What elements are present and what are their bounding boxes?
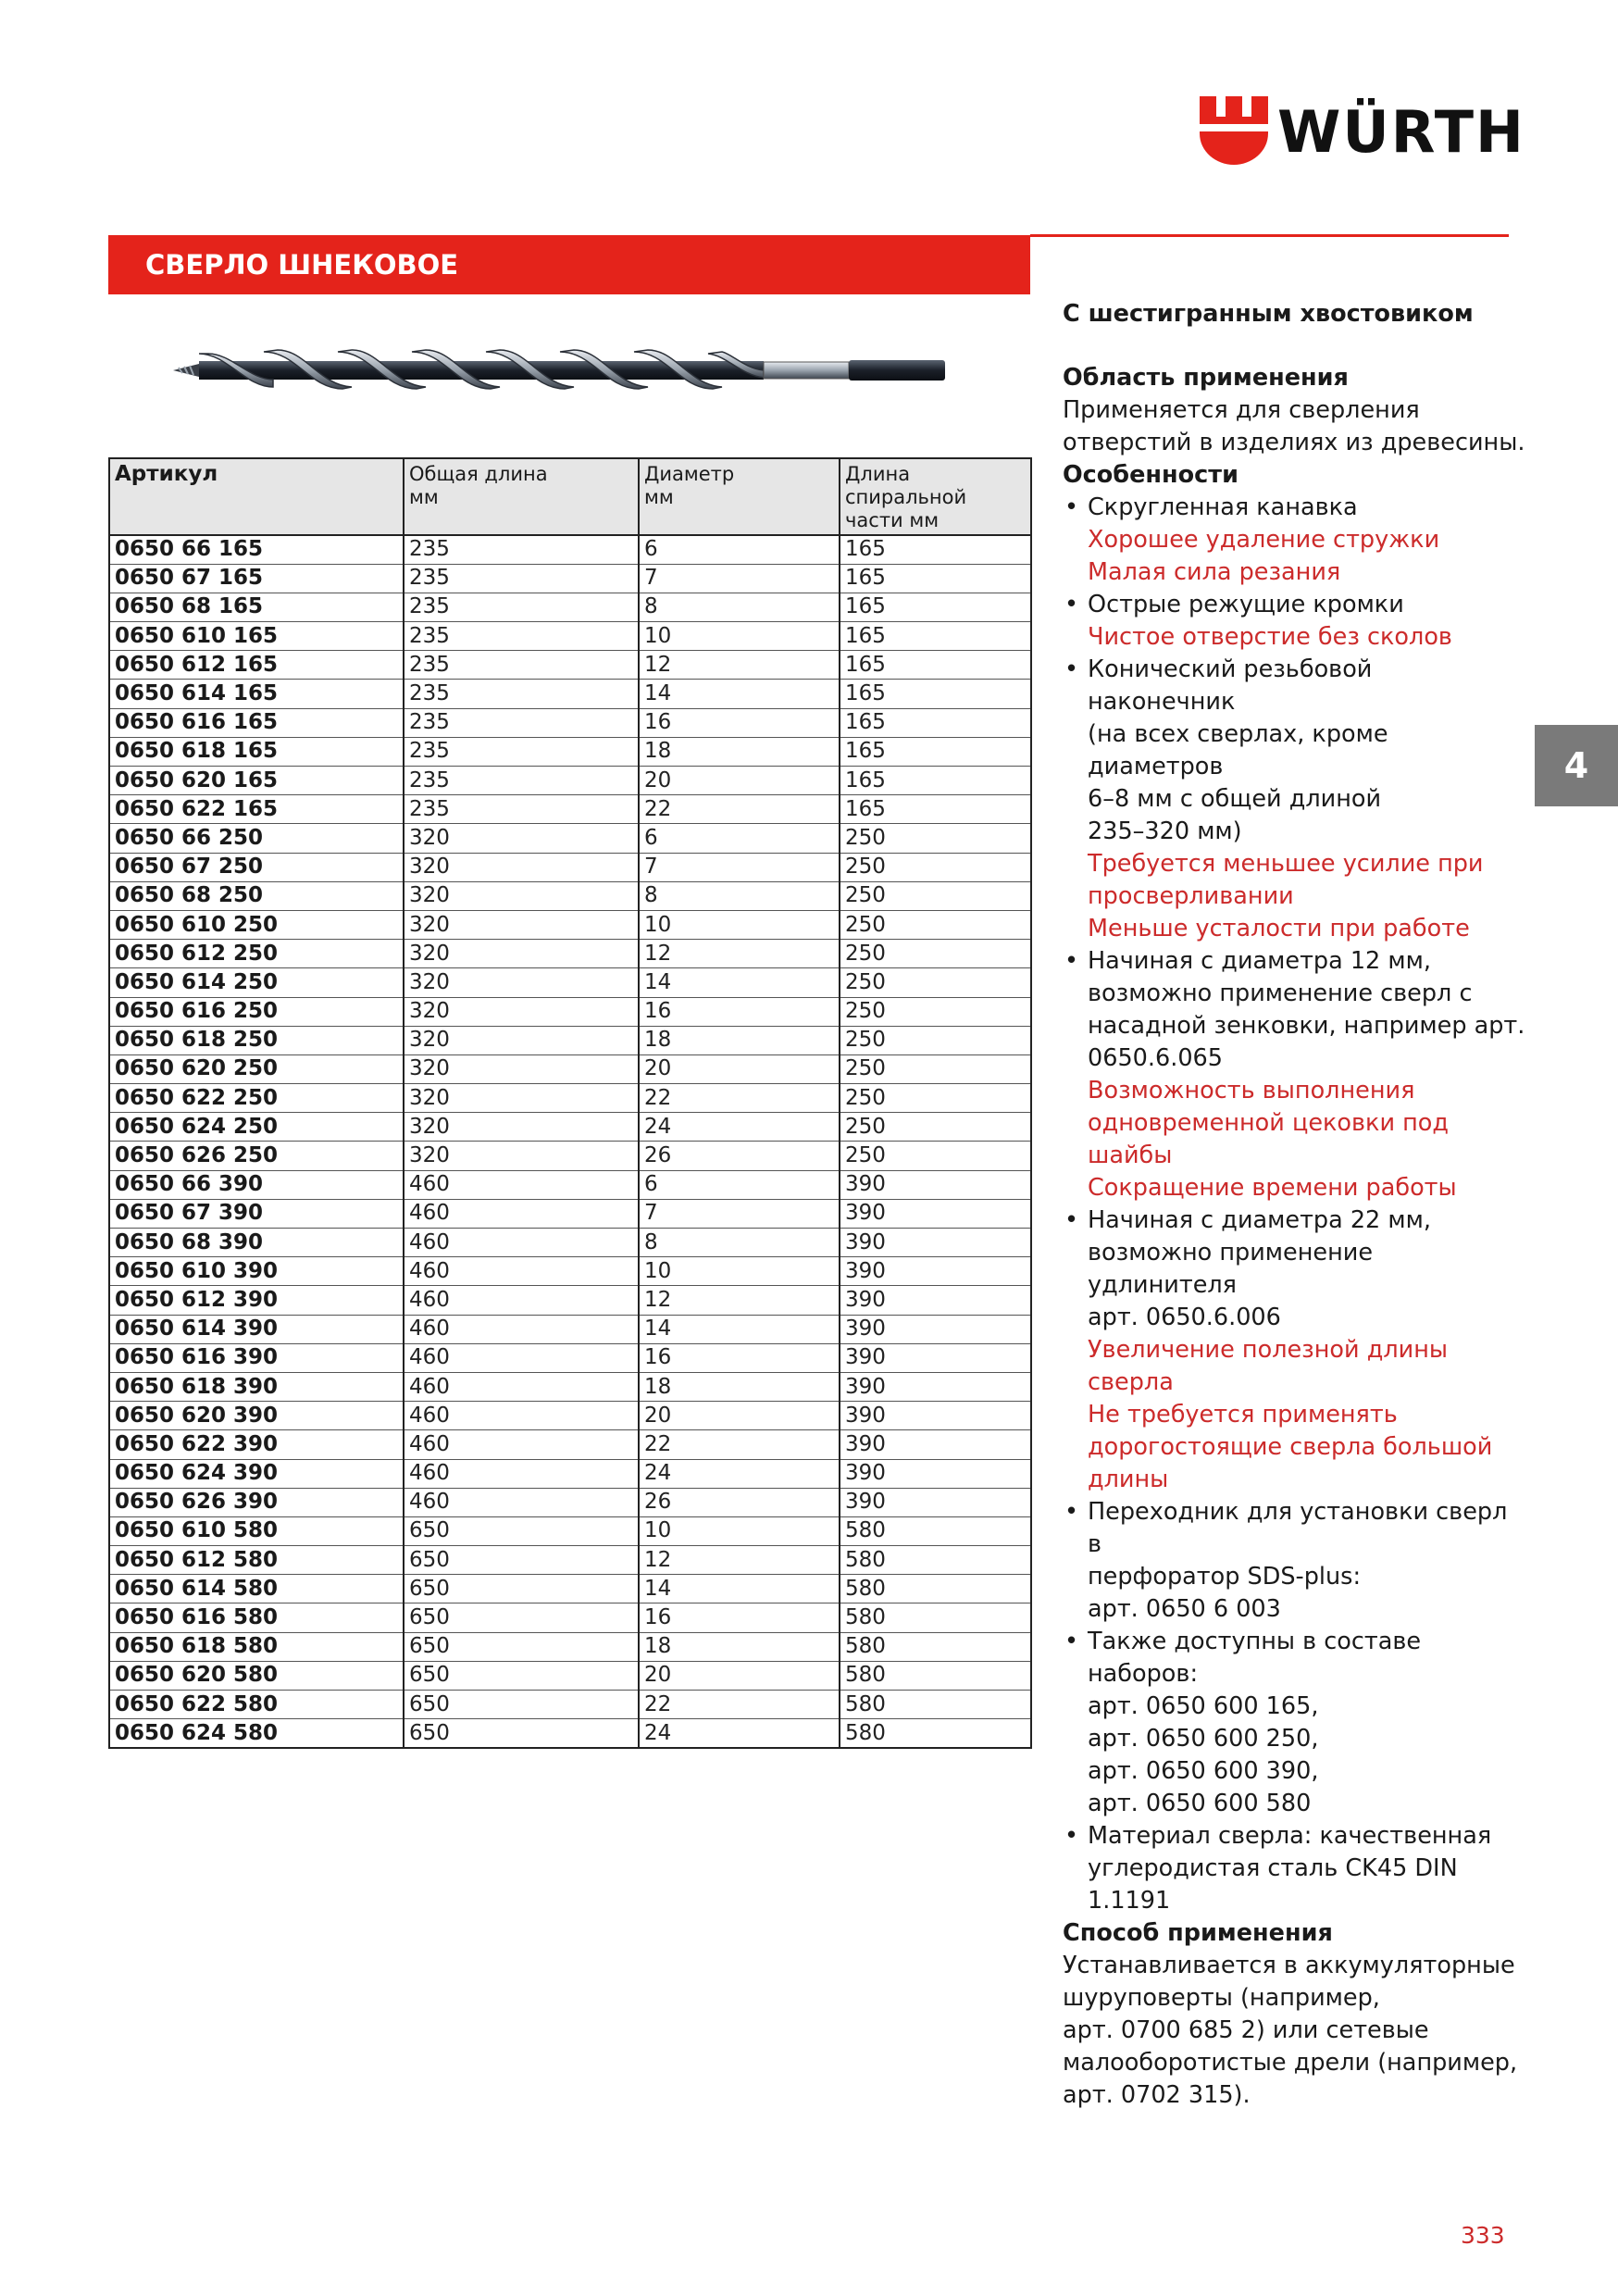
cell-article: 0650 610 250 bbox=[109, 910, 404, 939]
cell-article: 0650 620 390 bbox=[109, 1402, 404, 1430]
cell-diameter: 20 bbox=[639, 767, 840, 795]
application-text: Применяется для сверления отверстий в изделиях из древесины. bbox=[1063, 396, 1525, 456]
cell-article: 0650 614 250 bbox=[109, 968, 404, 997]
table-row bbox=[109, 795, 1031, 824]
feature-benefit: Увеличение полезной длины сверла bbox=[1088, 1336, 1448, 1396]
cell-article: 0650 67 250 bbox=[109, 853, 404, 881]
cell-spiral-length: 390 bbox=[840, 1199, 1031, 1228]
cell-diameter: 10 bbox=[639, 1516, 840, 1545]
cell-diameter: 24 bbox=[639, 1113, 840, 1142]
cell-spiral-length: 165 bbox=[840, 622, 1031, 651]
table-row bbox=[109, 968, 1031, 997]
feature-benefit: Возможность выполнения bbox=[1088, 1077, 1415, 1104]
feature-benefit: Малая сила резания bbox=[1088, 558, 1341, 586]
cell-total-length: 320 bbox=[404, 824, 639, 853]
cell-article: 0650 614 390 bbox=[109, 1315, 404, 1343]
cell-total-length: 235 bbox=[404, 795, 639, 824]
column-header-spiral-length bbox=[840, 458, 1031, 535]
cell-article: 0650 624 250 bbox=[109, 1113, 404, 1142]
cell-spiral-length: 165 bbox=[840, 708, 1031, 737]
cell-article: 0650 626 250 bbox=[109, 1142, 404, 1170]
auger-drill-bit-image bbox=[171, 333, 949, 407]
feature-item bbox=[1063, 1496, 1525, 1626]
cell-spiral-length: 580 bbox=[840, 1691, 1031, 1719]
cell-spiral-length: 250 bbox=[840, 1084, 1031, 1113]
table-row bbox=[109, 1054, 1031, 1083]
cell-spiral-length: 165 bbox=[840, 564, 1031, 593]
cell-diameter: 7 bbox=[639, 1199, 840, 1228]
cell-total-length: 650 bbox=[404, 1661, 639, 1690]
feature-text: арт. 0650 600 390, bbox=[1088, 1757, 1319, 1785]
cell-article: 0650 68 250 bbox=[109, 881, 404, 910]
cell-total-length: 650 bbox=[404, 1575, 639, 1603]
feature-text: арт. 0650 600 165, bbox=[1088, 1692, 1319, 1720]
feature-benefit: Сокращение времени работы bbox=[1088, 1174, 1457, 1202]
cell-article: 0650 616 390 bbox=[109, 1343, 404, 1372]
table-row bbox=[109, 940, 1031, 968]
cell-spiral-length: 580 bbox=[840, 1546, 1031, 1575]
cell-total-length: 235 bbox=[404, 708, 639, 737]
cell-article: 0650 610 390 bbox=[109, 1257, 404, 1286]
cell-diameter: 16 bbox=[639, 1343, 840, 1372]
feature-text: возможно применение сверл с bbox=[1088, 980, 1473, 1007]
cell-diameter: 20 bbox=[639, 1661, 840, 1690]
cell-total-length: 460 bbox=[404, 1199, 639, 1228]
description-column bbox=[1063, 298, 1525, 2112]
cell-spiral-length: 250 bbox=[840, 1113, 1031, 1142]
feature-benefit: дорогостоящие сверла большой bbox=[1088, 1433, 1493, 1461]
cell-diameter: 22 bbox=[639, 1691, 840, 1719]
cell-spiral-length: 390 bbox=[840, 1315, 1031, 1343]
cell-diameter: 8 bbox=[639, 593, 840, 621]
cell-diameter: 20 bbox=[639, 1054, 840, 1083]
feature-benefit: Чистое отверстие без сколов bbox=[1088, 623, 1452, 651]
usage-line: арт. 0702 315). bbox=[1063, 2081, 1251, 2109]
cell-spiral-length: 165 bbox=[840, 593, 1031, 621]
cell-article: 0650 66 390 bbox=[109, 1170, 404, 1199]
cell-article: 0650 622 580 bbox=[109, 1691, 404, 1719]
cell-spiral-length: 165 bbox=[840, 680, 1031, 708]
cell-diameter: 16 bbox=[639, 1603, 840, 1632]
header-line: Общая длина bbox=[409, 463, 548, 485]
cell-spiral-length: 390 bbox=[840, 1257, 1031, 1286]
cell-article: 0650 618 250 bbox=[109, 1026, 404, 1054]
page-title: СВЕРЛО ШНЕКОВОЕ bbox=[145, 249, 459, 281]
table-row bbox=[109, 1632, 1031, 1661]
cell-diameter: 6 bbox=[639, 535, 840, 564]
cell-total-length: 650 bbox=[404, 1546, 639, 1575]
cell-total-length: 235 bbox=[404, 593, 639, 621]
page-number: 333 bbox=[1461, 2222, 1505, 2249]
cell-diameter: 14 bbox=[639, 680, 840, 708]
feature-text: Начиная с диаметра 22 мм, bbox=[1088, 1206, 1431, 1234]
cell-spiral-length: 250 bbox=[840, 910, 1031, 939]
table-row bbox=[109, 1719, 1031, 1748]
table-row bbox=[109, 1315, 1031, 1343]
cell-spiral-length: 165 bbox=[840, 737, 1031, 766]
product-subtitle: С шестигранным хвостовиком bbox=[1063, 300, 1474, 328]
header-unit: мм bbox=[644, 486, 674, 508]
cell-spiral-length: 250 bbox=[840, 1026, 1031, 1054]
cell-total-length: 320 bbox=[404, 968, 639, 997]
cell-total-length: 650 bbox=[404, 1719, 639, 1748]
cell-total-length: 320 bbox=[404, 1142, 639, 1170]
cell-article: 0650 622 390 bbox=[109, 1430, 404, 1459]
feature-text: арт. 0650 600 580 bbox=[1088, 1790, 1312, 1817]
wurth-logo-mark-icon bbox=[1200, 96, 1268, 165]
cell-article: 0650 66 250 bbox=[109, 824, 404, 853]
title-rule bbox=[1030, 234, 1509, 237]
cell-total-length: 235 bbox=[404, 564, 639, 593]
cell-article: 0650 622 250 bbox=[109, 1084, 404, 1113]
bullet-icon: • bbox=[1064, 1628, 1079, 1655]
table-row bbox=[109, 737, 1031, 766]
feature-item bbox=[1063, 589, 1525, 654]
cell-spiral-length: 390 bbox=[840, 1343, 1031, 1372]
cell-diameter: 18 bbox=[639, 737, 840, 766]
feature-text: 6–8 мм с общей длиной bbox=[1088, 785, 1382, 813]
feature-text: Материал сверла: качественная bbox=[1088, 1822, 1492, 1850]
cell-article: 0650 612 580 bbox=[109, 1546, 404, 1575]
cell-total-length: 320 bbox=[404, 910, 639, 939]
cell-spiral-length: 390 bbox=[840, 1170, 1031, 1199]
table-row bbox=[109, 1546, 1031, 1575]
cell-spiral-length: 165 bbox=[840, 767, 1031, 795]
feature-benefit: Хорошее удаление стружки bbox=[1088, 526, 1440, 554]
usage-line: малооборотистые дрели (например, bbox=[1063, 2049, 1518, 2077]
cell-diameter: 18 bbox=[639, 1632, 840, 1661]
features-list bbox=[1063, 492, 1525, 1917]
cell-total-length: 235 bbox=[404, 680, 639, 708]
title-bar bbox=[108, 235, 1030, 294]
column-header-diameter bbox=[639, 458, 840, 535]
cell-spiral-length: 250 bbox=[840, 881, 1031, 910]
cell-diameter: 22 bbox=[639, 795, 840, 824]
cell-diameter: 12 bbox=[639, 1546, 840, 1575]
cell-spiral-length: 250 bbox=[840, 824, 1031, 853]
cell-total-length: 650 bbox=[404, 1516, 639, 1545]
cell-total-length: 320 bbox=[404, 1054, 639, 1083]
table-row bbox=[109, 1459, 1031, 1488]
table-row bbox=[109, 1286, 1031, 1315]
cell-total-length: 460 bbox=[404, 1430, 639, 1459]
cell-total-length: 235 bbox=[404, 737, 639, 766]
table-row bbox=[109, 1026, 1031, 1054]
cell-diameter: 16 bbox=[639, 708, 840, 737]
cell-diameter: 8 bbox=[639, 1229, 840, 1257]
feature-text: арт. 0650 600 250, bbox=[1088, 1725, 1319, 1753]
cell-spiral-length: 250 bbox=[840, 1142, 1031, 1170]
wurth-logo-wordmark: WÜRTH bbox=[1277, 98, 1525, 166]
column-header-article bbox=[109, 458, 404, 535]
table-row bbox=[109, 1575, 1031, 1603]
chapter-tab: 4 bbox=[1535, 725, 1618, 806]
application-heading: Область применения bbox=[1063, 364, 1349, 392]
table-row bbox=[109, 1343, 1031, 1372]
cell-diameter: 10 bbox=[639, 622, 840, 651]
cell-total-length: 460 bbox=[404, 1488, 639, 1516]
cell-article: 0650 67 390 bbox=[109, 1199, 404, 1228]
cell-diameter: 18 bbox=[639, 1026, 840, 1054]
feature-text: Начиная с диаметра 12 мм, bbox=[1088, 947, 1431, 975]
cell-article: 0650 620 580 bbox=[109, 1661, 404, 1690]
feature-item bbox=[1063, 1204, 1525, 1496]
feature-text: перфоратор SDS-plus: bbox=[1088, 1563, 1362, 1591]
cell-total-length: 460 bbox=[404, 1343, 639, 1372]
cell-spiral-length: 580 bbox=[840, 1719, 1031, 1748]
header-line: Диаметр bbox=[644, 463, 735, 485]
usage-line: Устанавливается в аккумуляторные bbox=[1063, 1952, 1515, 1979]
feature-item bbox=[1063, 1626, 1525, 1820]
cell-spiral-length: 580 bbox=[840, 1603, 1031, 1632]
cell-diameter: 24 bbox=[639, 1719, 840, 1748]
cell-diameter: 6 bbox=[639, 824, 840, 853]
feature-text: Также доступны в составе наборов: bbox=[1088, 1628, 1422, 1688]
cell-diameter: 12 bbox=[639, 940, 840, 968]
cell-total-length: 460 bbox=[404, 1372, 639, 1401]
cell-spiral-length: 390 bbox=[840, 1488, 1031, 1516]
table-row bbox=[109, 910, 1031, 939]
table-row bbox=[109, 1488, 1031, 1516]
table-row bbox=[109, 535, 1031, 564]
header-line: Артикул bbox=[115, 462, 218, 486]
cell-diameter: 20 bbox=[639, 1402, 840, 1430]
header-unit: мм bbox=[409, 486, 439, 508]
bullet-icon: • bbox=[1064, 655, 1079, 683]
cell-spiral-length: 390 bbox=[840, 1286, 1031, 1315]
feature-text: возможно применение удлинителя bbox=[1088, 1239, 1374, 1299]
cell-article: 0650 616 250 bbox=[109, 997, 404, 1026]
table-row bbox=[109, 1372, 1031, 1401]
cell-total-length: 460 bbox=[404, 1229, 639, 1257]
cell-spiral-length: 390 bbox=[840, 1402, 1031, 1430]
table-row bbox=[109, 1516, 1031, 1545]
cell-diameter: 26 bbox=[639, 1488, 840, 1516]
table-row bbox=[109, 1199, 1031, 1228]
cell-total-length: 460 bbox=[404, 1315, 639, 1343]
cell-spiral-length: 250 bbox=[840, 997, 1031, 1026]
feature-text: 0650.6.065 bbox=[1088, 1044, 1224, 1072]
cell-spiral-length: 250 bbox=[840, 968, 1031, 997]
feature-text: Переходник для установки сверл в bbox=[1088, 1498, 1508, 1558]
table-row bbox=[109, 651, 1031, 680]
cell-spiral-length: 580 bbox=[840, 1632, 1031, 1661]
cell-total-length: 235 bbox=[404, 651, 639, 680]
cell-diameter: 10 bbox=[639, 910, 840, 939]
feature-text: арт. 0650 6 003 bbox=[1088, 1595, 1281, 1623]
cell-total-length: 320 bbox=[404, 881, 639, 910]
cell-total-length: 235 bbox=[404, 767, 639, 795]
table-row bbox=[109, 997, 1031, 1026]
bullet-icon: • bbox=[1064, 1498, 1079, 1526]
cell-article: 0650 612 390 bbox=[109, 1286, 404, 1315]
table-row bbox=[109, 1430, 1031, 1459]
table-row bbox=[109, 767, 1031, 795]
cell-article: 0650 620 250 bbox=[109, 1054, 404, 1083]
table-row bbox=[109, 824, 1031, 853]
cell-article: 0650 618 580 bbox=[109, 1632, 404, 1661]
bullet-icon: • bbox=[1064, 493, 1079, 521]
cell-diameter: 14 bbox=[639, 1315, 840, 1343]
cell-article: 0650 616 580 bbox=[109, 1603, 404, 1632]
table-row bbox=[109, 1257, 1031, 1286]
table-row bbox=[109, 853, 1031, 881]
cell-diameter: 10 bbox=[639, 1257, 840, 1286]
feature-text: углеродистая сталь CK45 DIN 1.1191 bbox=[1088, 1854, 1458, 1915]
cell-spiral-length: 250 bbox=[840, 940, 1031, 968]
table-row bbox=[109, 708, 1031, 737]
cell-article: 0650 616 165 bbox=[109, 708, 404, 737]
feature-benefit: Требуется меньшее усилие при bbox=[1088, 850, 1484, 878]
cell-article: 0650 68 390 bbox=[109, 1229, 404, 1257]
cell-spiral-length: 390 bbox=[840, 1430, 1031, 1459]
cell-spiral-length: 165 bbox=[840, 651, 1031, 680]
table-row bbox=[109, 564, 1031, 593]
feature-text: 235–320 мм) bbox=[1088, 817, 1242, 845]
cell-diameter: 12 bbox=[639, 1286, 840, 1315]
cell-article: 0650 68 165 bbox=[109, 593, 404, 621]
feature-item bbox=[1063, 654, 1525, 945]
cell-spiral-length: 165 bbox=[840, 795, 1031, 824]
cell-diameter: 22 bbox=[639, 1430, 840, 1459]
cell-total-length: 650 bbox=[404, 1603, 639, 1632]
feature-benefit: Меньше усталости при работе bbox=[1088, 915, 1470, 942]
cell-total-length: 460 bbox=[404, 1170, 639, 1199]
cell-article: 0650 620 165 bbox=[109, 767, 404, 795]
cell-total-length: 650 bbox=[404, 1632, 639, 1661]
header-line: Длина спиральной bbox=[845, 463, 967, 508]
cell-total-length: 460 bbox=[404, 1459, 639, 1488]
table-header-row bbox=[109, 458, 1031, 535]
cell-total-length: 320 bbox=[404, 853, 639, 881]
cell-article: 0650 614 165 bbox=[109, 680, 404, 708]
cell-spiral-length: 165 bbox=[840, 535, 1031, 564]
cell-article: 0650 622 165 bbox=[109, 795, 404, 824]
feature-item bbox=[1063, 945, 1525, 1204]
cell-spiral-length: 390 bbox=[840, 1459, 1031, 1488]
cell-total-length: 460 bbox=[404, 1286, 639, 1315]
table-row bbox=[109, 1113, 1031, 1142]
bullet-icon: • bbox=[1064, 947, 1079, 975]
cell-article: 0650 612 250 bbox=[109, 940, 404, 968]
features-heading: Особенности bbox=[1063, 461, 1238, 489]
wurth-logo bbox=[1200, 96, 1525, 168]
cell-total-length: 460 bbox=[404, 1257, 639, 1286]
cell-article: 0650 610 165 bbox=[109, 622, 404, 651]
cell-diameter: 14 bbox=[639, 968, 840, 997]
feature-item bbox=[1063, 492, 1525, 589]
cell-diameter: 7 bbox=[639, 564, 840, 593]
table-row bbox=[109, 680, 1031, 708]
bullet-icon: • bbox=[1064, 591, 1079, 618]
cell-diameter: 18 bbox=[639, 1372, 840, 1401]
table-row bbox=[109, 1661, 1031, 1690]
table-row bbox=[109, 1084, 1031, 1113]
cell-diameter: 26 bbox=[639, 1142, 840, 1170]
cell-article: 0650 618 165 bbox=[109, 737, 404, 766]
cell-total-length: 320 bbox=[404, 997, 639, 1026]
cell-diameter: 8 bbox=[639, 881, 840, 910]
cell-spiral-length: 580 bbox=[840, 1575, 1031, 1603]
cell-diameter: 14 bbox=[639, 1575, 840, 1603]
table-row bbox=[109, 622, 1031, 651]
bullet-icon: • bbox=[1064, 1822, 1079, 1850]
cell-diameter: 12 bbox=[639, 651, 840, 680]
cell-diameter: 16 bbox=[639, 997, 840, 1026]
cell-total-length: 320 bbox=[404, 940, 639, 968]
cell-spiral-length: 250 bbox=[840, 853, 1031, 881]
feature-benefit: длины bbox=[1088, 1466, 1169, 1493]
table-row bbox=[109, 1691, 1031, 1719]
table-row bbox=[109, 1142, 1031, 1170]
feature-text: Конический резьбовой наконечник bbox=[1088, 655, 1373, 716]
table-row bbox=[109, 1402, 1031, 1430]
feature-benefit: просверливании bbox=[1088, 882, 1294, 910]
cell-article: 0650 612 165 bbox=[109, 651, 404, 680]
table-row bbox=[109, 1170, 1031, 1199]
cell-total-length: 650 bbox=[404, 1691, 639, 1719]
table-row bbox=[109, 593, 1031, 621]
feature-benefit: одновременной цековки под шайбы bbox=[1088, 1109, 1450, 1169]
cell-total-length: 320 bbox=[404, 1113, 639, 1142]
table-row bbox=[109, 1603, 1031, 1632]
usage-line: шуруповерты (например, bbox=[1063, 1984, 1380, 2012]
usage-heading: Способ применения bbox=[1063, 1919, 1333, 1947]
usage-line: арт. 0700 685 2) или сетевые bbox=[1063, 2016, 1429, 2044]
cell-spiral-length: 580 bbox=[840, 1661, 1031, 1690]
cell-article: 0650 624 390 bbox=[109, 1459, 404, 1488]
cell-article: 0650 626 390 bbox=[109, 1488, 404, 1516]
cell-article: 0650 66 165 bbox=[109, 535, 404, 564]
cell-diameter: 6 bbox=[639, 1170, 840, 1199]
cell-total-length: 460 bbox=[404, 1402, 639, 1430]
cell-spiral-length: 390 bbox=[840, 1372, 1031, 1401]
cell-diameter: 7 bbox=[639, 853, 840, 881]
cell-total-length: 320 bbox=[404, 1084, 639, 1113]
cell-total-length: 235 bbox=[404, 535, 639, 564]
cell-article: 0650 624 580 bbox=[109, 1719, 404, 1748]
cell-spiral-length: 580 bbox=[840, 1516, 1031, 1545]
table-row bbox=[109, 881, 1031, 910]
feature-text: Острые режущие кромки bbox=[1088, 591, 1404, 618]
feature-text: арт. 0650.6.006 bbox=[1088, 1304, 1281, 1331]
table-row bbox=[109, 1229, 1031, 1257]
bullet-icon: • bbox=[1064, 1206, 1079, 1234]
cell-article: 0650 618 390 bbox=[109, 1372, 404, 1401]
cell-spiral-length: 390 bbox=[840, 1229, 1031, 1257]
cell-article: 0650 610 580 bbox=[109, 1516, 404, 1545]
column-header-total-length bbox=[404, 458, 639, 535]
feature-text: (на всех сверлах, кроме диаметров bbox=[1088, 720, 1388, 780]
cell-total-length: 320 bbox=[404, 1026, 639, 1054]
cell-diameter: 24 bbox=[639, 1459, 840, 1488]
feature-benefit: Не требуется применять bbox=[1088, 1401, 1398, 1429]
cell-total-length: 235 bbox=[404, 622, 639, 651]
cell-spiral-length: 250 bbox=[840, 1054, 1031, 1083]
table-body bbox=[109, 535, 1031, 1748]
feature-text: Скругленная канавка bbox=[1088, 493, 1358, 521]
feature-item bbox=[1063, 1820, 1525, 1917]
cell-article: 0650 614 580 bbox=[109, 1575, 404, 1603]
spec-table bbox=[108, 457, 1032, 1749]
cell-diameter: 22 bbox=[639, 1084, 840, 1113]
usage-text bbox=[1063, 1950, 1525, 2112]
feature-text: насадной зенковки, например арт. bbox=[1088, 1012, 1525, 1040]
header-unit: части мм bbox=[845, 509, 940, 531]
cell-article: 0650 67 165 bbox=[109, 564, 404, 593]
